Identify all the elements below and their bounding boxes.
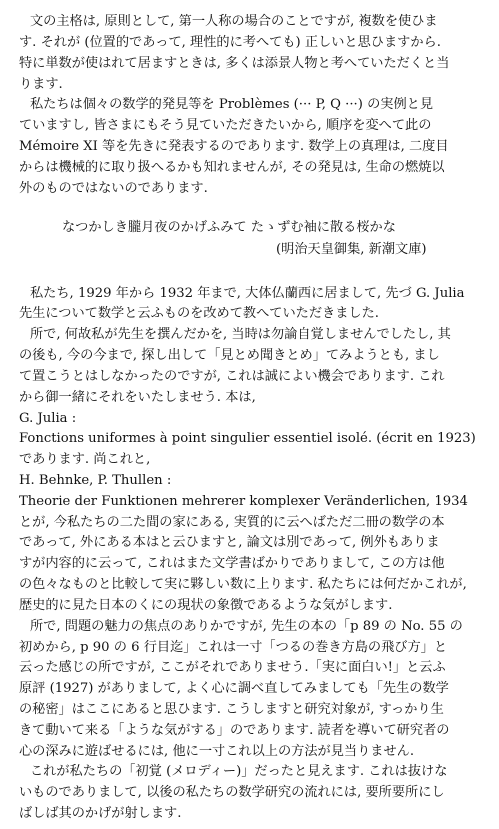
text-line: の色々なものと比較して実に夥しい数に上ります. 私たちには何だかこれが, bbox=[19, 577, 467, 592]
text-line: 先生について数学と云ふものを改めて教へていただきました. bbox=[19, 306, 379, 322]
text-line: 所で, 問題の魅力の焦点のありかですが, 先生の本の「p 89 の No. 55 の bbox=[30, 618, 463, 634]
text-line: からは機械的に取り扱へるかも知れませんが, その発見は, 生命の燃焼以 bbox=[19, 159, 445, 175]
poem-source: (明治天皇御集, 新潮文庫) bbox=[276, 242, 427, 258]
text-line: ります. bbox=[19, 76, 63, 92]
text-line: の秘密」はここにあると思ひます. こうしますと研究対象が, すっかり生 bbox=[19, 701, 444, 717]
text-line: 初めから, p 90 の 6 行目迄」これは一寸「つるの巻き方島の飛び方」と bbox=[19, 639, 448, 655]
reference-title: Fonctions uniformes à point singulier essentiel isolé. (écrit en 1923) bbox=[19, 431, 476, 447]
text-line: 歴史的に見た日本のくにの現状の象徴であるような気がします. bbox=[19, 597, 393, 613]
text-line: の後も, 今の今まで, 探し出して「見とめ聞きとめ」てみようとも, まし bbox=[19, 348, 440, 363]
text-line: きて動いて来る「ような気がする」のであります. 読者を導いて研究者の bbox=[19, 722, 450, 738]
text-line: 云った感じの所ですが, ここがそれでありませう.「実に面白い!」と云ふ bbox=[19, 660, 446, 676]
text-line: とが, 今私たちの二た間の家にある, 実質的に云へばただ二冊の数学の本 bbox=[19, 514, 445, 530]
text-line: 所で, 何故私が先生を撰んだかを, 当時は勿論自覚しませんでしたし, 其 bbox=[30, 327, 451, 343]
text-line: 心の深みに遊ばせるには, 他に一寸これ以上の方法が見当りません. bbox=[19, 743, 415, 759]
text-line: から御一緒にそれをいたしませう. 本は, bbox=[19, 389, 256, 405]
text-line: 外のものではないのであります. bbox=[19, 180, 208, 196]
text-line: ていますし, 皆さまにもそう見ていただきたいから, 順序を変へて此の bbox=[19, 118, 432, 134]
reference-title: Theorie der Funktionen mehrerer komplexer Veränderlichen, 1934 bbox=[19, 493, 468, 509]
text-line: 私たち, 1929 年から 1932 年まで, 大体仏蘭西に居まして, 先づ G. Julia bbox=[30, 285, 465, 301]
text-line: 原評 (1927) がありまして, よく心に調べ直してみましても「先生の数学 bbox=[19, 681, 449, 697]
text-line: て置こうとはしなかったのですが, これは誠によい機会であります. これ bbox=[19, 368, 445, 384]
text-line: であります. 尚これと, bbox=[19, 452, 151, 468]
text-line: であって, 外にある本はと云ひますと, 論文は別であって, 例外もありま bbox=[19, 535, 440, 551]
text-line: 特に単数が使はれて居ますときは, 多くは添景人物と考へていただくと当 bbox=[19, 55, 450, 71]
text-line: いものでありまして, 以後の私たちの数学研究の流れには, 要所要所にし bbox=[19, 785, 445, 801]
reference-author: H. Behnke, P. Thullen : bbox=[19, 472, 172, 488]
poem-line: なつかしき朧月夜のかげふみて たゝずむ袖に散る桜かな bbox=[62, 220, 396, 236]
text-line: す. それが (位置的であって, 理性的に考へても) 正しいと思ひますから. bbox=[19, 34, 441, 50]
text-line: これが私たちの「初覚 (メロディー)」だったと見えます. これは抜けな bbox=[30, 764, 448, 780]
reference-author: G. Julia : bbox=[19, 410, 77, 426]
text-line: Mémoire XI 等を先きに発表するのであります. 数学上の真理は, 二度目 bbox=[19, 138, 449, 154]
text-line: 文の主格は, 原則として, 第一人称の場合のことですが, 複数を使ひま bbox=[30, 14, 438, 29]
text-line: 私たちは個々の数学的発見等を Problèmes (··· P, Q ···) の実例と見 bbox=[30, 97, 434, 113]
text-line: すが内容的に云って, これはまた文学書ばかりでありまして, この方は他 bbox=[19, 556, 445, 572]
text-line: ばしば其のかげが射します. bbox=[19, 806, 182, 821]
